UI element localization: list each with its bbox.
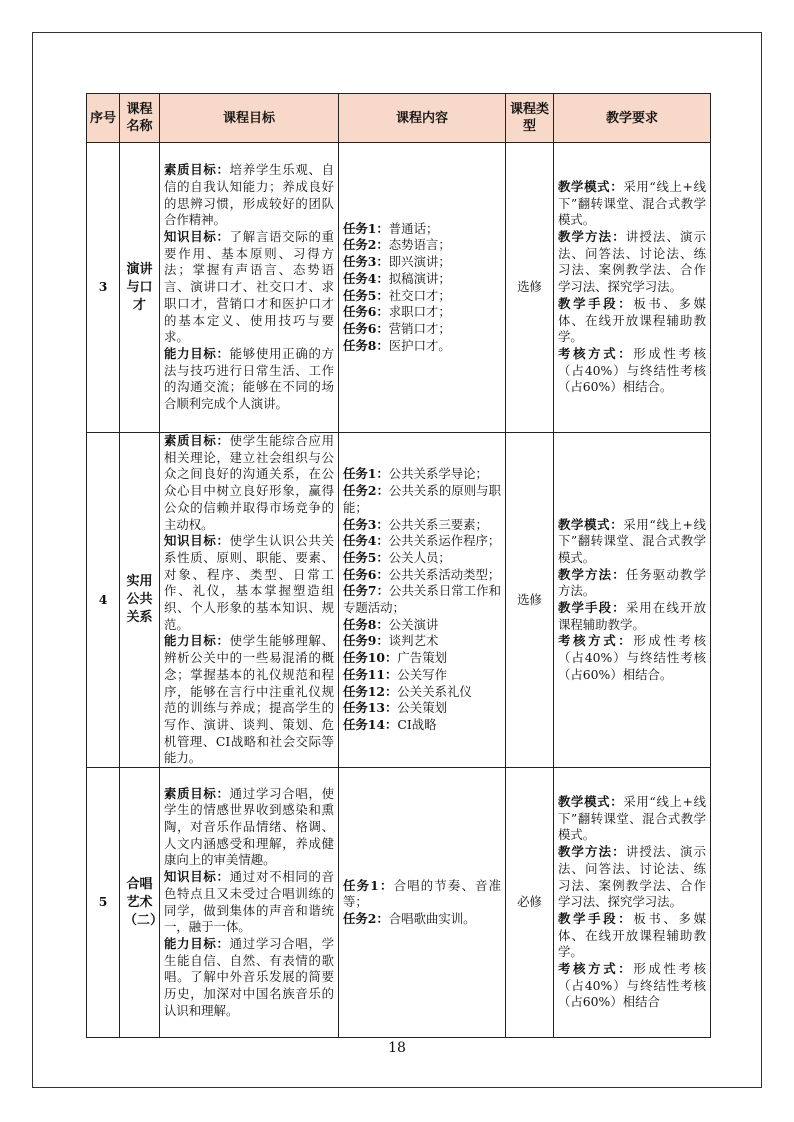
header-course-goals: 课程目标: [160, 94, 339, 143]
row-course-name: 合唱艺术（二）: [120, 768, 160, 1038]
task-item: 任务1：普通话；: [343, 220, 439, 236]
row-goals: [160, 433, 339, 768]
req-item: 教学方法：讲授法、演示法、问答法、讨论法、练习法、案例教学法、合作学习法、探究学习法。: [558, 229, 707, 295]
row-teaching-req: [554, 768, 711, 1038]
goal-item: 知识目标：了解言语交际的重要作用、基本原则、习得方法；掌握有声语言、态势语言、演讲口才、社交口才、求职口才，营销口才和医护口才的基本定义、使用技巧与要求。: [164, 229, 335, 345]
row-course-name: 实用公共关系: [120, 433, 160, 768]
header-teaching-req: 教学要求: [554, 94, 711, 143]
task-item: 任务2：态势语言；: [343, 237, 451, 253]
goal-item: 素质目标：通过学习合唱，使学生的情感世界收到感染和熏陶，对音乐作品情绪、格调、人文内涵感受和理解，养成健康向上的审美情趣。: [164, 785, 335, 868]
task-item: 任务3：公共关系三要素；: [343, 516, 488, 532]
task-item: 任务6：营销口才；: [343, 320, 451, 336]
row-content: [339, 143, 506, 433]
header-seq: 序号: [87, 94, 120, 143]
req-item: 教学方法：任务驱动教学方法。: [558, 566, 707, 599]
curriculum-table: [86, 93, 711, 1038]
task-item: 任务5：社交口才；: [343, 287, 451, 303]
req-item: 教学手段：采用在线开放课程辅助教学。: [558, 600, 707, 632]
task-item: 任务3：即兴演讲；: [343, 254, 451, 270]
table-row: [87, 143, 711, 433]
row-goals: [160, 143, 339, 433]
header-course-type: 课程类型: [506, 94, 554, 143]
task-item: 任务7：公共关系日常工作和专题活动；: [343, 583, 502, 616]
task-item: 任务6：公共关系活动类型；: [343, 566, 501, 582]
header-course-content: 课程内容: [339, 94, 506, 143]
task-item: 任务1：合唱的节奏、音准等；: [343, 877, 502, 910]
goal-item: 能力目标：使学生能够理解、辨析公关中的一些易混淆的概念；掌握基本的礼仪规范和程序，能够在言行中注重礼仪规范的训练与养成；提高学生的写作、演讲、谈判、策划、危机管理、CI战略和社会交际等能力。: [164, 633, 335, 766]
task-item: 任务2：合唱歌曲实训。: [343, 910, 476, 926]
goal-item: 素质目标：培养学生乐观、自信的自我认知能力；养成良好的思辨习惯，形成较好的团队合作精神。: [164, 162, 335, 228]
task-item: 任务8：公关演讲: [343, 616, 439, 632]
row-course-type: 必修: [506, 768, 554, 1038]
req-item: 教学手段：板书、多媒体、在线开放课程辅助教学。: [558, 295, 707, 345]
req-item: 考核方式：形成性考核（占40%）与终结性考核（占60%）相结合。: [558, 633, 707, 682]
task-item: 任务10：广告策划: [343, 650, 447, 666]
row-teaching-req: [554, 143, 711, 433]
table-row: [87, 433, 711, 768]
req-item: 教学方法：讲授法、演示法、问答法、讨论法、练习法、案例教学法、合作学习法、探究学习法。: [558, 844, 707, 910]
req-item: 考核方式：形成性考核（占40%）与终结性考核（占60%）相结合: [558, 961, 707, 1010]
table-header-row: [87, 94, 711, 143]
task-item: 任务13：公关策划: [343, 700, 447, 716]
task-item: 任务8：医护口才。: [343, 337, 451, 353]
task-item: 任务14：CI战略: [343, 716, 437, 732]
row-seq: 4: [87, 433, 120, 768]
goal-item: 能力目标：能够使用正确的方法与技巧进行日常生活、工作的沟通交流；能够在不同的场合顺利完成个人演讲。: [164, 345, 335, 412]
row-course-type: 选修: [506, 433, 554, 768]
row-seq: 3: [87, 143, 120, 433]
goal-item: 能力目标：通过学习合唱，学生能自信、自然、有表情的歌唱。了解中外音乐发展的简要历史，加深对中国名族音乐的认识和理解。: [164, 935, 335, 1018]
table-row: [87, 768, 711, 1038]
task-item: 任务11：公关写作: [343, 666, 447, 682]
req-item: 教学模式：采用“线上+线下”翻转课堂、混合式教学模式。: [558, 516, 707, 565]
row-content: [339, 433, 506, 768]
task-item: 任务2：公共关系的原则与职能；: [343, 483, 502, 515]
req-item: 教学模式：采用“线上+线下”翻转课堂、混合式教学模式。: [558, 178, 707, 228]
task-item: 任务1：公共关系学导论；: [343, 466, 488, 482]
goal-item: 知识目标：使学生认识公共关系性质、原则、职能、要素、对象、程序、类型、日常工作、礼仪，基本掌握塑造组织、个人形象的基本知识、规范。: [164, 533, 335, 632]
task-item: 任务5：公关人员；: [343, 549, 451, 565]
task-item: 任务4：公共关系运作程序；: [343, 533, 501, 549]
row-teaching-req: [554, 433, 711, 768]
req-item: 教学手段：板书、多媒体、在线开放课程辅助教学。: [558, 910, 707, 960]
row-seq: 5: [87, 768, 120, 1038]
req-item: 考核方式：形成性考核（占40%）与终结性考核（占60%）相结合。: [558, 345, 707, 395]
header-course-name: 课程名称: [120, 94, 160, 143]
task-item: 任务4：拟稿演讲；: [343, 270, 451, 286]
page-number: 18: [388, 1040, 406, 1056]
task-item: 任务12：公关关系礼仪: [343, 683, 472, 699]
row-content: [339, 768, 506, 1038]
req-item: 教学模式：采用“线上+线下”翻转课堂、混合式教学模式。: [558, 793, 707, 843]
goal-item: 知识目标：通过对不相同的音色特点且又未受过合唱训练的同学，做到集体的声音和谐统一，融于一体。: [164, 869, 335, 935]
row-goals: [160, 768, 339, 1038]
task-item: 任务6：求职口才；: [343, 304, 451, 320]
row-course-name: 演讲与口才: [120, 143, 160, 433]
task-item: 任务9：谈判艺术: [343, 633, 439, 649]
goal-item: 素质目标：使学生能综合应用相关理论，建立社会组织与公众之间良好的沟通关系，在公众心目中树立良好形象，赢得公众的信赖并取得市场竞争的主动权。: [164, 433, 335, 532]
row-course-type: 选修: [506, 143, 554, 433]
